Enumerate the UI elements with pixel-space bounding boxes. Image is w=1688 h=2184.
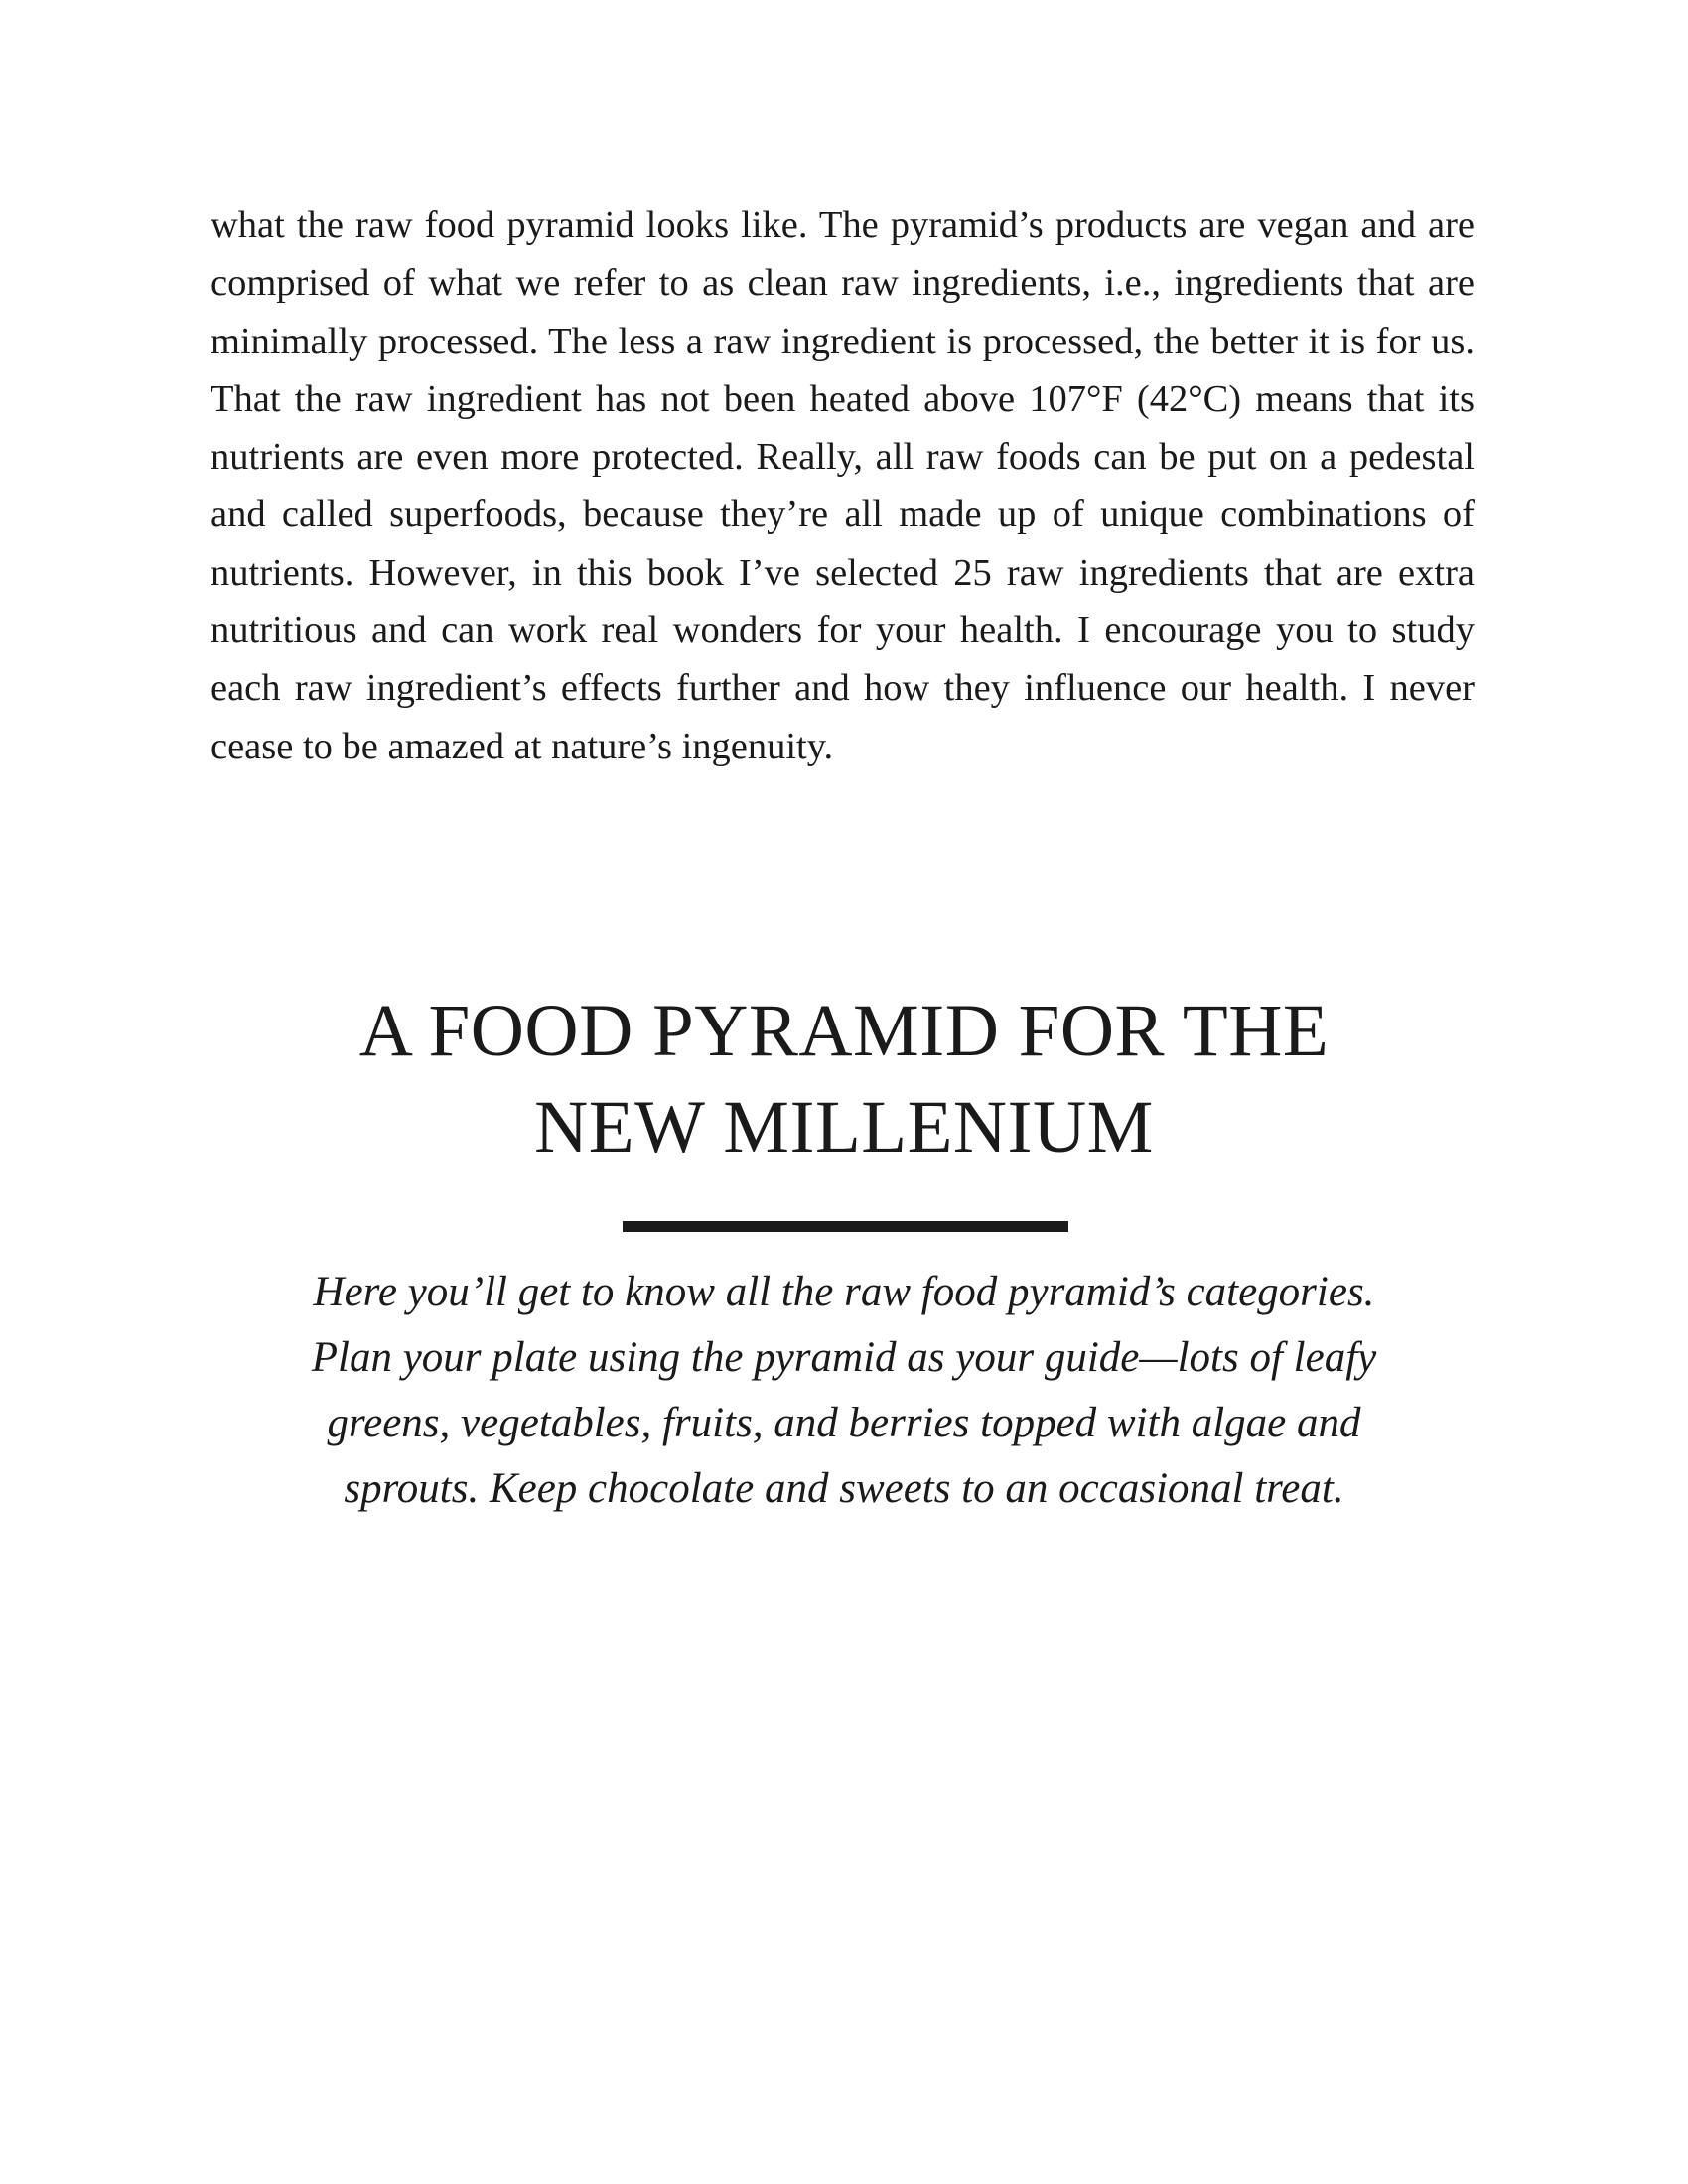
body-paragraph: what the raw food pyramid looks like. The pyramid’s products are vegan and are comprised of what we refer to as clean raw ingredients, i.e., ingredients that are minimally processed. The less a raw ingredient is processed, the better it is for us. That the raw ingredient has not been heated above 107°F (42°C) means that its nutrients are even more protected. Really, all raw foods can be put on a pedestal and called superfoods, because they’re all made up of unique combinations of nutrients. However, in this book I’ve selected 25 raw ingredients that are extra nutritious and can work real wonders for your health. I encourage you to study each raw ingredient’s effects further and how they influence our health. I never cease to be amazed at nature’s ingenuity.: [211, 205, 1475, 767]
section-title-line-2: NEW MILLENIUM: [534, 1086, 1154, 1168]
section-intro-line-3: greens, vegetables, fruits, and berries topped with algae and: [327, 1400, 1361, 1446]
section-title-line-1: A FOOD PYRAMID FOR THE: [358, 990, 1330, 1072]
section-intro-line-4: sprouts. Keep chocolate and sweets to an occasional treat.: [344, 1465, 1344, 1512]
section-title: [149, 983, 1539, 1175]
section-intro-line-2: Plan your plate using the pyramid as your guide—lots of leafy: [311, 1334, 1377, 1381]
section-intro: [199, 1260, 1489, 1522]
title-divider: [623, 1221, 1068, 1232]
section-intro-line-1: Here you’ll get to know all the raw food pyramid’s categories.: [313, 1269, 1375, 1315]
